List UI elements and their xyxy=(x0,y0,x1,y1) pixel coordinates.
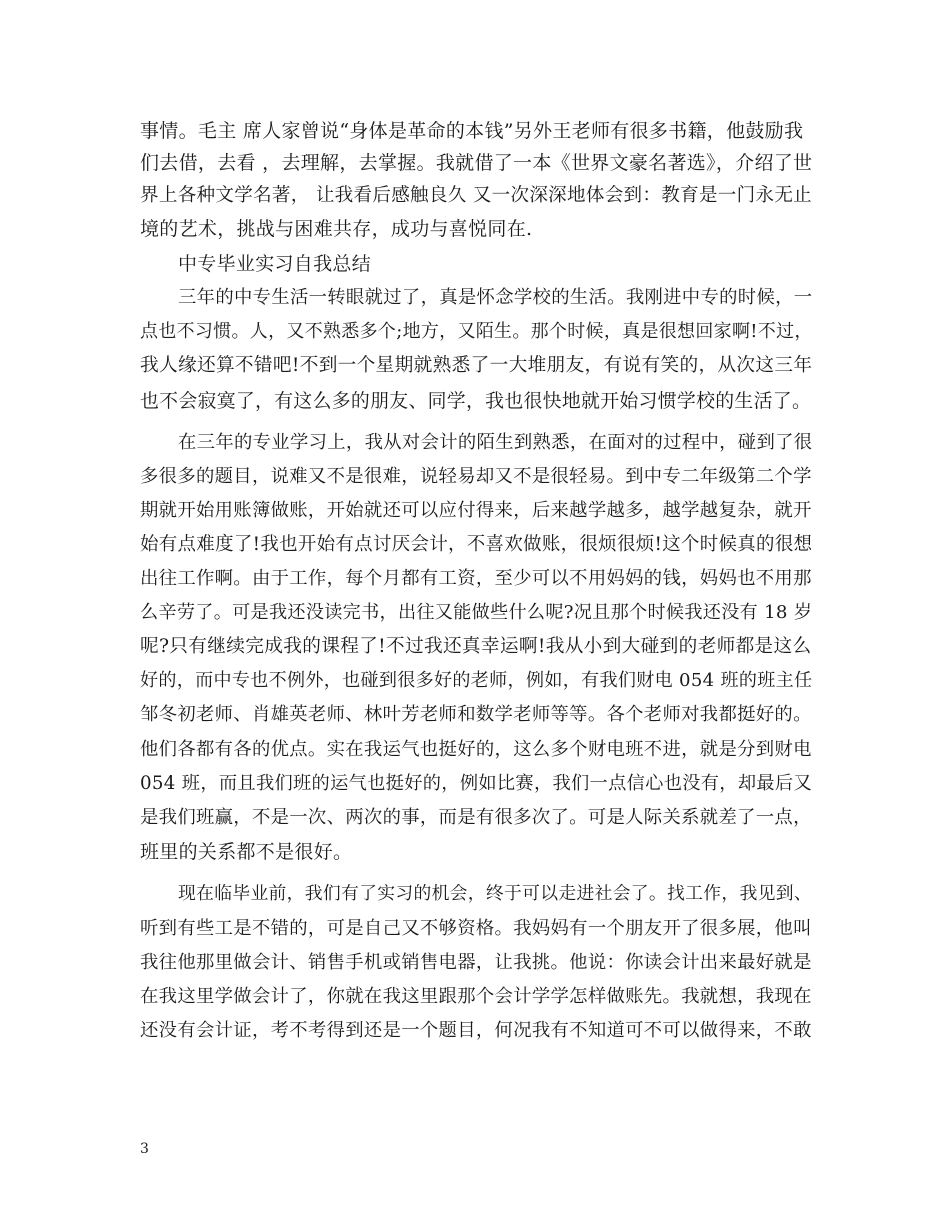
text-line: 出往工作啊。由于工作，每个月都有工资，至少可以不用妈妈的钱，妈妈也不用那 xyxy=(140,568,812,589)
text-line: 呢?只有继续完成我的课程了!不过我还真幸运啊!我从小到大碰到的老师都是这么 xyxy=(140,636,812,657)
section-heading: 中专毕业实习自我总结 xyxy=(178,253,372,275)
text-line: 事情。毛主 席人家曾说“身体是革命的本钱”另外王老师有很多书籍，他鼓励我 xyxy=(140,120,804,142)
text-line: 也不会寂寞了，有这么多的朋友、同学，我也很快地就开始习惯学校的生活了。 xyxy=(140,390,812,412)
text-line: 么辛劳了。可是我还没读完书，出往又能做些什么呢?况且那个时候我还没有 18 岁 xyxy=(140,602,813,623)
text-line: 我人缘还算不错吧!不到一个星期就熟悉了一大堆朋友，有说有笑的，从次这三年 xyxy=(140,355,813,376)
text-line: 现在临毕业前，我们有了实习的机会，终于可以走进社会了。找工作，我见到、 xyxy=(178,883,812,904)
text-line: 期就开始用账簿做账，开始就还可以应付得来，后来越学越多，越学越复杂，就开 xyxy=(140,500,812,521)
text-line: 是我们班赢，不是一次、两次的事，而是有很多次了。可是人际关系就差了一点， xyxy=(140,807,812,828)
text-line: 多很多的题目，说难又不是很难，说轻易却又不是很轻易。到中专二年级第二个学 xyxy=(140,466,812,487)
text-line: 在三年的专业学习上，我从对会计的陌生到熟悉，在面对的过程中，碰到了很 xyxy=(178,432,813,453)
text-line: 们去借，去看 ，去理解，去掌握。我就借了一本《世界文豪名著选》，介绍了世 xyxy=(140,152,813,174)
text-line: 好的，而中专也不例外，也碰到很多好的老师，例如，有我们财电 054 班的班主任 xyxy=(140,670,813,691)
text-line: 在我这里学做会计了，你就在我这里跟那个会计学学怎样做账先。我就想，我现在 xyxy=(140,986,812,1007)
text-line: 还没有会计证，考不考得到还是一个题目，何况我有不知道可不可以做得来，不敢 xyxy=(140,1020,812,1041)
page-number: 3 xyxy=(140,1141,149,1157)
text-line: 邹冬初老师、肖雄英老师、林叶芳老师和数学老师等等。各个老师对我都挺好的。 xyxy=(140,704,812,725)
text-line: 听到有些工是不错的，可是自己又不够资格。我妈妈有一个朋友开了很多展，他叫 xyxy=(140,918,812,939)
text-line: 三年的中专生活一转眼就过了，真是怀念学校的生活。我刚进中专的时候，一 xyxy=(178,287,813,308)
text-line: 界上各种文学名著， 让我看后感触良久 又一次深深地体会到：教育是一门永无止 xyxy=(140,185,813,206)
text-line: 我往他那里做会计、销售手机或销售电器，让我挑。他说：你读会计出来最好就是 xyxy=(140,952,812,973)
text-line: 始有点难度了!我也开始有点讨厌会计，不喜欢做账，很烦很烦!这个时候真的很想 xyxy=(140,534,813,555)
text-line: 班里的关系都不是很好。 xyxy=(140,841,353,863)
text-line: 点也不习惯。人，又不熟悉多个;地方，又陌生。那个时候，真是很想回家啊!不过， xyxy=(140,321,813,342)
text-line: 境的艺术，挑战与困难共存，成功与喜悦同在. xyxy=(140,218,533,240)
text-line: 他们各都有各的优点。实在我运气也挺好的，这么多个财电班不进，就是分到财电 xyxy=(140,739,812,760)
text-line: 054 班，而且我们班的运气也挺好的，例如比赛，我们一点信心也没有，却最后又 xyxy=(140,773,812,794)
